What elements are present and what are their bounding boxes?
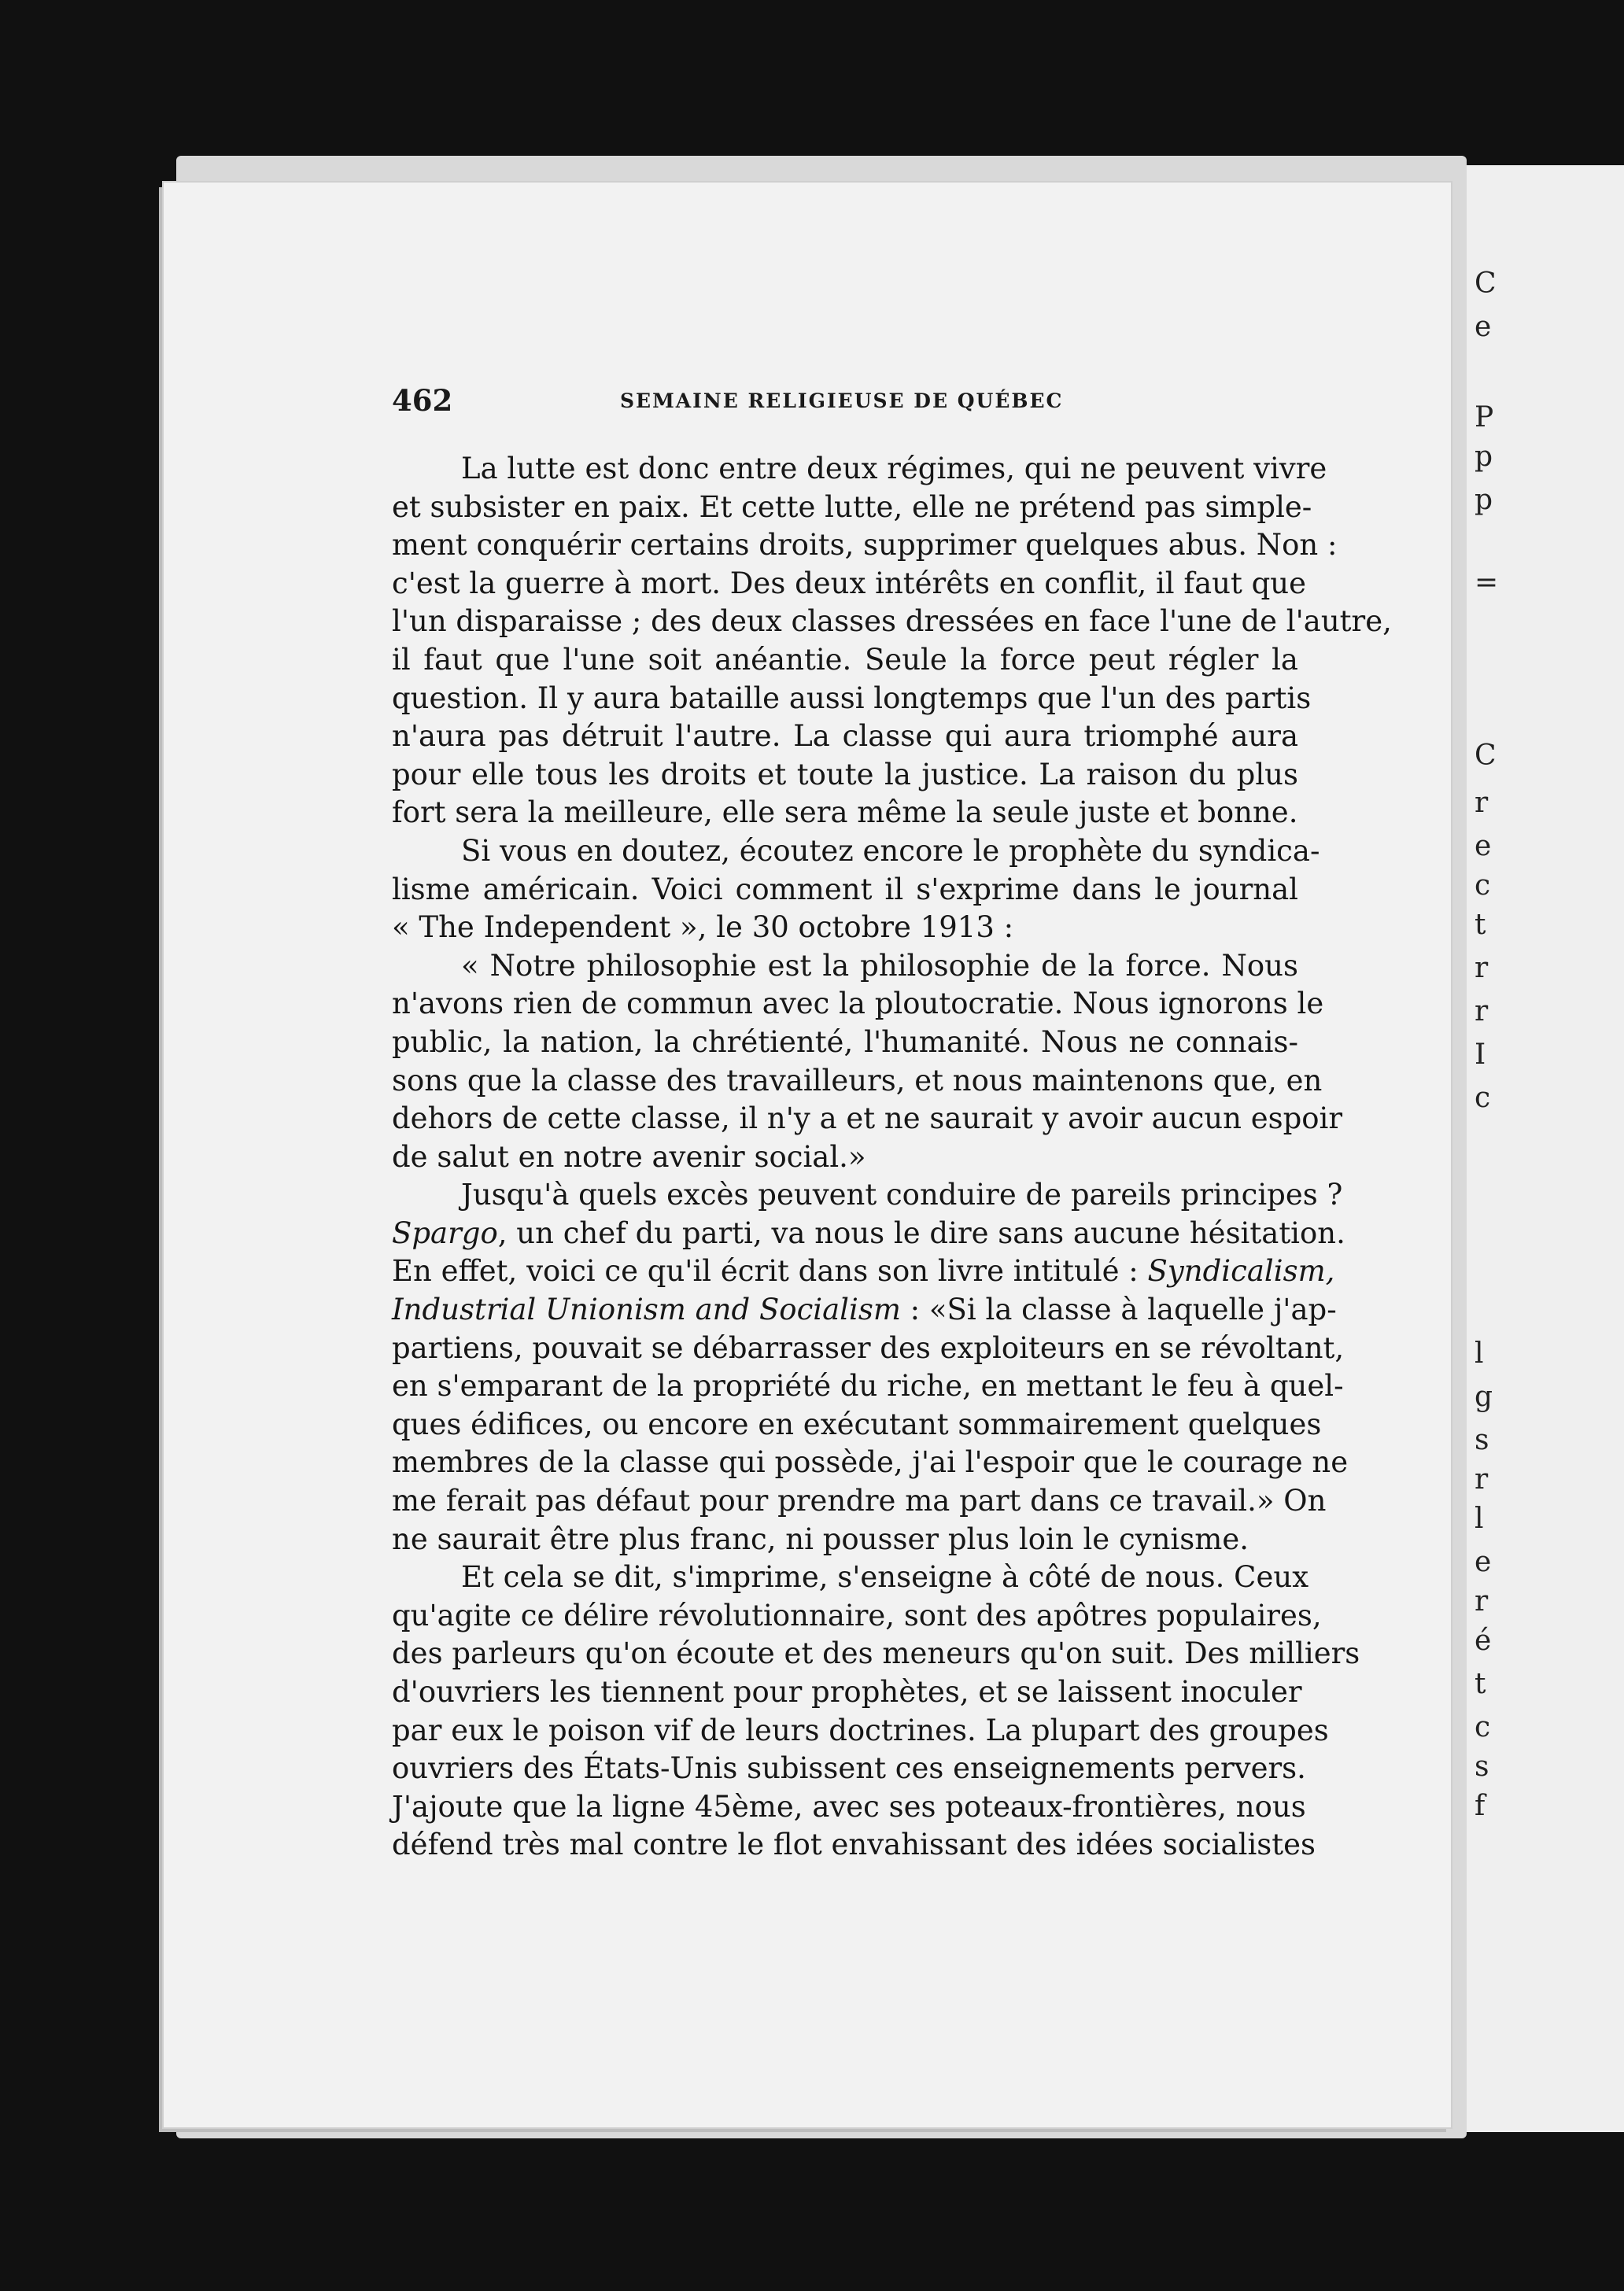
text-line: ouvriers des États-Unis subissent ces enseignements pervers. bbox=[392, 1751, 1306, 1786]
running-title: SEMAINE RELIGIEUSE DE QUÉBEC bbox=[620, 389, 1064, 412]
facing-page-fragment bbox=[1467, 165, 1624, 2132]
text-line: en s'emparant de la propriété du riche, en mettant le feu à quel- bbox=[392, 1369, 1344, 1404]
text-line: des parleurs qu'on écoute et des meneurs qu'on suit. Des milliers bbox=[392, 1636, 1360, 1671]
text-line: La lutte est donc entre deux régimes, qui ne peuvent vivre bbox=[461, 452, 1327, 485]
text-line: n'aura pas détruit l'autre. La classe qui aura triomphé aura bbox=[392, 719, 1298, 754]
facing-page-letter: C bbox=[1475, 740, 1497, 772]
text-line: fort sera la meilleure, elle sera même la seule juste et bonne. bbox=[392, 795, 1298, 830]
text-line: membres de la classe qui possède, j'ai l'espoir que le courage ne bbox=[392, 1445, 1349, 1480]
text-line: Et cela se dit, s'imprime, s'enseigne à côté de nous. Ceux bbox=[461, 1560, 1309, 1595]
facing-page-letter: l bbox=[1475, 1503, 1484, 1535]
page-number: 462 bbox=[392, 383, 453, 418]
facing-page-letter: t bbox=[1475, 909, 1486, 941]
facing-page-letter: p bbox=[1475, 441, 1493, 473]
text-line: J'ajoute que la ligne 45ème, avec ses poteaux-frontières, nous bbox=[392, 1789, 1306, 1824]
facing-page-letter: f bbox=[1475, 1790, 1486, 1822]
text-line: Spargo, un chef du parti, va nous le dire sans aucune hésitation. bbox=[392, 1216, 1345, 1250]
text-line: l'un disparaisse ; des deux classes dressées en face l'une de l'autre, bbox=[392, 604, 1392, 639]
facing-page-letter: t bbox=[1475, 1668, 1486, 1700]
facing-page-letter: c bbox=[1475, 1711, 1491, 1743]
facing-page-letter: s bbox=[1475, 1751, 1489, 1783]
text-line: Jusqu'à quels excès peuvent conduire de pareils principes ? bbox=[461, 1178, 1343, 1212]
text-line: sons que la classe des travailleurs, et nous maintenons que, en bbox=[392, 1063, 1323, 1098]
text-line: dehors de cette classe, il n'y a et ne saurait y avoir aucun espoir bbox=[392, 1101, 1343, 1136]
text-line: ne saurait être plus franc, ni pousser plus loin le cynisme. bbox=[392, 1522, 1249, 1556]
facing-page-letter: r bbox=[1475, 952, 1489, 984]
facing-page-letter: s bbox=[1475, 1424, 1489, 1456]
text-line: lisme américain. Voici comment il s'exprime dans le journal bbox=[392, 872, 1298, 906]
facing-page-letter: c bbox=[1475, 869, 1491, 902]
text-line: partiens, pouvait se débarrasser des exploiteurs en se révoltant, bbox=[392, 1330, 1345, 1365]
running-head bbox=[392, 383, 1305, 422]
text-line: « The Independent », le 30 octobre 1913 : bbox=[392, 910, 1014, 945]
facing-page-letter: r bbox=[1475, 787, 1489, 819]
text-line: Si vous en doutez, écoutez encore le prophète du syndica- bbox=[461, 833, 1320, 868]
facing-page-letter: I bbox=[1475, 1039, 1486, 1071]
facing-page-letter: r bbox=[1475, 1463, 1489, 1496]
facing-page-letter: e bbox=[1475, 1546, 1492, 1578]
facing-page-letter: l bbox=[1475, 1337, 1484, 1370]
text-line: il faut que l'une soit anéantie. Seule la force peut régler la bbox=[392, 642, 1298, 677]
text-line: n'avons rien de commun avec la ploutocratie. Nous ignorons le bbox=[392, 987, 1324, 1021]
text-line: d'ouvriers les tiennent pour prophètes, et se laissent inoculer bbox=[392, 1675, 1302, 1709]
text-line: c'est la guerre à mort. Des deux intérêts en conflit, il faut que bbox=[392, 566, 1307, 600]
facing-page-letter: r bbox=[1475, 1585, 1489, 1618]
facing-page-letter: r bbox=[1475, 995, 1489, 1027]
facing-page-letter: g bbox=[1475, 1381, 1493, 1413]
text-line: Industrial Unionism and Socialism : «Si la classe à laquelle j'ap- bbox=[392, 1293, 1337, 1327]
text-line: par eux le poison vif de leurs doctrines. La plupart des groupes bbox=[392, 1713, 1329, 1747]
text-line: qu'agite ce délire révolutionnaire, sont des apôtres populaires, bbox=[392, 1598, 1322, 1632]
text-line: de salut en notre avenir social.» bbox=[392, 1139, 866, 1174]
facing-page-letter: e bbox=[1475, 311, 1492, 343]
text-line: pour elle tous les droits et toute la justice. La raison du plus bbox=[392, 757, 1298, 791]
text-line: En effet, voici ce qu'il écrit dans son livre intitulé : Syndicalism, bbox=[392, 1254, 1335, 1289]
facing-page-letter: c bbox=[1475, 1082, 1491, 1114]
text-line: me ferait pas défaut pour prendre ma part dans ce travail.» On bbox=[392, 1484, 1327, 1518]
text-line: ment conquérir certains droits, supprimer quelques abus. Non : bbox=[392, 528, 1338, 563]
body-text bbox=[392, 450, 1392, 1865]
text-line: public, la nation, la chrétienté, l'humanité. Nous ne connais- bbox=[392, 1024, 1298, 1059]
facing-page-letter: é bbox=[1475, 1625, 1492, 1657]
facing-page-letter: e bbox=[1475, 830, 1492, 862]
text-line: « Notre philosophie est la philosophie de la force. Nous bbox=[461, 948, 1298, 983]
facing-page-letter: C bbox=[1475, 267, 1497, 300]
text-line: question. Il y aura bataille aussi longtemps que l'un des partis bbox=[392, 681, 1312, 715]
facing-page-letter: p bbox=[1475, 484, 1493, 516]
text-line: et subsister en paix. Et cette lutte, elle ne prétend pas simple- bbox=[392, 489, 1312, 524]
text-line: défend très mal contre le flot envahissant des idées socialistes bbox=[392, 1828, 1316, 1862]
text-line: ques édifices, ou encore en exécutant sommairement quelques bbox=[392, 1407, 1322, 1441]
facing-page-letter: = bbox=[1475, 566, 1499, 599]
facing-page-letter: P bbox=[1475, 401, 1494, 433]
